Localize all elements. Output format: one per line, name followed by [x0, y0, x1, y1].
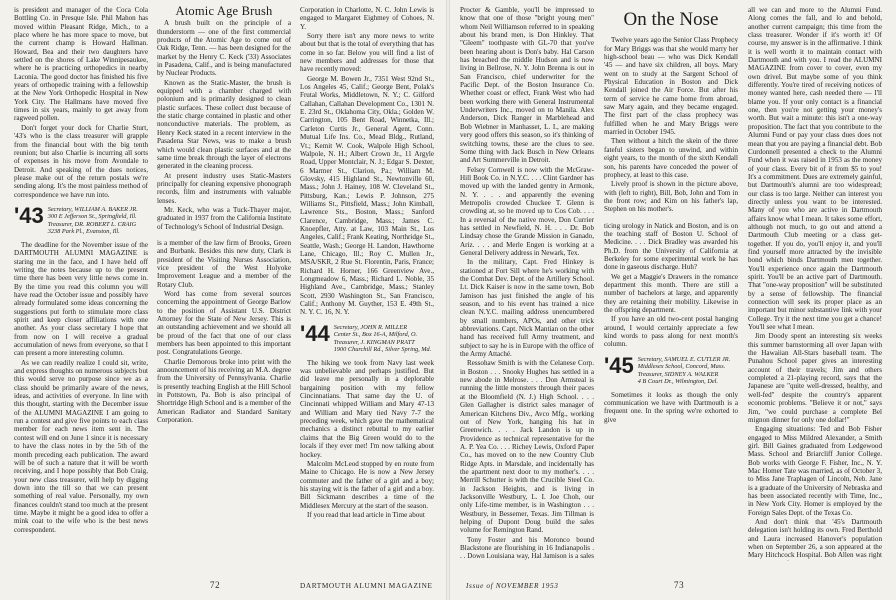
secretary-address: Center St., Box 16-A, Milford, O. [333, 331, 418, 339]
class-number: '45 [604, 352, 634, 378]
paragraph: The hiking we took from Navy last week was unbelievable and perhaps justified. But did leave me personally in a deplorable bargaining position with my fellow Cincinnatians. That same day the U. of Cincinnati whipped William and Mary 47-13 and William and Mary tied Navy 7-7 the preceding week, which gave the mathematical mechanics a distinct rebuttal to my earlier claims that the Big Green would do to the locals if they ever met! I'm now talking about hockey. [300, 358, 434, 459]
paragraph: Charlie Demorous broke into print with the announcement of his receiving an M.A. degree from the University of Pennsylvania. Charlie is presently teaching English at the Hill School in Pottstown, Pa. Bob is also principal of Shortridge High School and is a member of the American Radiator and Standard Sanitary Corporation. [157, 357, 291, 425]
left-column-2 [157, 6, 291, 561]
page-number-left [210, 580, 220, 590]
paragraph: Engaging situations: Ted and Bob Fisher engaged to Miss Mildred Alexander, a Smith girl. Bill Gaines graduated from Ledgewood Mass. School and Briarcliff Junior College. Bob works with George F. Fisher, Inc., N. Y. Mac Homer Tate was married, as of October 3, to Miss Jane Traphagen of Lincoln, Neb. Jane is a graduate of the University of Nebraska and has been associated recently with Time, Inc., in New York City. Homer is employed by the Foreign Sales Dept. of the Texas Co. [748, 425, 882, 517]
right-column-3 [748, 6, 882, 561]
secretary-line: Secretary, WILLIAM A. BAKER JR. [47, 205, 138, 213]
page-number-right [674, 580, 684, 590]
class-header-44 [300, 320, 434, 354]
paragraph: Mr. Keck, who was a Tuck-Thayer major, graduated in 1937 from the California Institute of Technology's School of Industrial Design. [157, 205, 291, 231]
paragraph: Corporation in Charlotte, N. C. John Lewis is engaged to Margaret Eighmey of Cohoes, N. Y. [300, 6, 434, 31]
right-column-1 [460, 6, 594, 561]
paragraph: Ressohaw Smith is with the Celanese Corp. in Boston . . . Snooky Hughes has settled in a new abode in Melrose. . . . Don Armsteal is running the little monsters through their paces at the Bloomfield (N. J.) High School. . . . Glen Gallagher is district sales manager of American Kitchens Div., Avco Mfg., working out of New York, hanging his hat in Greenwich. . . . Jack Landon is up in Providence as technical representative for the A. P. Yea Co. . . . Richey Lewis, Oxford Paper Co., has moved on to the new Country Club Ridge Apts. in Marsdale, and incidentally has the apartment next door to my mother's. . . . Merrill Schutter is with the Crucible Steel Co. in Jackson Heights, and is living in Jacksonville Westbury, L. I. Joe Choh, our only Life-time member, is in Washington . . . Westbury, in Bessemer, Texas. Jim Tillman is helping of Dupont Doug build the sales volume for Remington Rand. [460, 359, 594, 535]
treasurer-address: 3238 Park Pl., Evanston, Ill. [47, 228, 120, 236]
paragraph: Procter & Gamble, you'll be impressed to know that one of those "bright young men" whom Neil Williamson referred to in speaking about his brand men, is Don Hinkley. That "Gleem" toothpaste with GL-70 that you've been hearing about is Don's baby. Hal Carson has breached the middle Hudson and is now living in Bellrose, N. Y. John Brenna is out in San Francisco, chief underwriter for the Pacific Dept. of the Boston Insurance Co. Whether coast or effect, Frank West who had been working there with General Instrumental Underwriters Inc., moved on to Manila. Alex Anderson, Dick Ranger in Marblehead and Bob Wiebner in Manhasset, L. I., are making very good offers this season, so it's thinking of switching towns, these are the clues to see. Some thing with Jack Busch in New Orleans and Art Summerville in Detroit. [460, 6, 594, 165]
paragraph: If you read that lead article in Time about [307, 510, 425, 519]
secretary-line: Secretary, JOHN R. MILLER [333, 323, 408, 331]
paragraph: If you have an old two-cent postal hanging around, I would certainly appreciate a few kind words to pass along for next month's column. [604, 315, 738, 349]
paragraph: Don't forget your dock for Charlie Sturt, '43's who is the class treasurer will grapple from the financial bout with the big tenth reunion; but also Charlie is incurring all sorts of expenses in his move from Avondale to Detroit. And speaking of the dues notices, please make out of the return postals we're sending along. It's the most painless method of correspondence we have run into. [14, 123, 148, 199]
paragraph: The deadline for the November issue of the DARTMOUTH ALUMNI MAGAZINE is staring me in the face, and I have held off writing the notes because up to the present time there has been very little news come in. By the time you read this column you will have read the October issue and possibly have already formulated some ideas concerning the suggestions put forth to stimulate more class spirit and keep closer affiliations with one another. As your class secretary I hope that from now on I will receive a gradual accumulation of news from everyone, so that I can present a more interesting column. [14, 240, 148, 358]
right-page [448, 0, 896, 600]
treasurer-line: Treasurer, J. KINGMAN PRATT [333, 338, 415, 346]
footer-magazine-title: DARTMOUTH ALUMNI MAGAZINE [300, 581, 433, 590]
class-officers [334, 324, 432, 354]
paragraph: all we can and more to the Alumni Fund. Along comes the fall, and lo and behold, another current campaign; this time from the class treasurer. Wonder if it's worth it! Of course, my answer is in the affirmative. I think it is well worth it to maintain contact with Dartmouth and with you. I read the ALUMNI MAGAZINE from cover to cover, even my own drivel. But maybe some of you think differently. You're tired of receiving notices of money wanted here, cash needed there — I'll blame you. If your only contact is a financial one, then you're not getting your money's worth. But wait a minute: this isn't a one-way proposition. The fact that you contribute to the Alumni Fund or pay your class dues does not mean that you are paying a financial debt. Bob Curdonnell presented a check to the Alumni Fund when it was raised in 1953 as the money of your class. Every bit of it from $5 to you! It's a commitment. Dues are extremely gainful, but Dartmouth's alumni are too widespread; our class is too large. Neither can interest you directly unless you want to be interested. Many of you who are active in Dartmouth affairs know what I mean. It takes some effort, although not much, to go out and attend a Dartmouth Club meeting or a class get-together. If you do, you'll enjoy it, and you'll find yourself more attracted by the invisible bond which binds Dartmouth men together. You'll experience once again the Dartmouth spirit. You'll be an active part of Dartmouth. That "one-way proposition" will be substituted by a sense of fellowship. The financial connection will seek its proper place as an important but minor substantive link with your College. Try it the next time you get a chance! You'll see what I mean. [748, 6, 882, 332]
paragraph: In the military, Capt. Fred Hinkey is stationed at Fort Sill where he's working with the Combat Dev. Dept. of the Artillery School. Lt. Dick Kaiser is now in the same town, Bob Jamison has just finished the angle of his season, and to his event has trained a nice clean N.Y.C. mailing address unencumbered by small numbers, APOs, and other trick abbreviations. Capt. Nick Mantian on the other hand has received full Army treatment, and subject to say he is in Europe with the office of the Army Attaché. [460, 258, 594, 359]
right-column-2 [604, 6, 738, 561]
class-officers [638, 356, 731, 386]
left-column-3 [300, 6, 434, 561]
page-number: 72 [210, 580, 221, 590]
secretary-line: Secretary, SAMUEL E. CUTLER JR. [637, 355, 731, 363]
paragraph: Twelve years ago the Senior Class Prophecy for Mary Briggs was that she would marry her high-school beau — who was Dick Kendall '45 — and have six children, all boys. Mary went on to study at the Sargent School of Physical Education in Boston and Dick Kendall joined the Air Force. But after his term of service he came home from abroad, saw Mary again, and they became engaged. The first part of the class prophecy was fulfilled when he and Mary Briggs were married in October 1945. [604, 36, 738, 137]
paragraph: At present industry uses Static-Masters principally for cleaning expensive phonograph records, film and instruments with valuable lenses. [157, 171, 291, 205]
treasurer-address: 1900 Churchill Rd., Silver Spring, Md. [333, 346, 432, 354]
paragraph: Sometimes it looks as though the only communication we have with Dartmouth is a frequent one. In the spring we're exhorted to give [604, 390, 738, 424]
class-header-45 [604, 352, 738, 386]
paragraph: is president and manager of the Coca Cola Bottling Co. in Presque Isle. Phil Mahon has moved within Pleasant Ridge, Mich., to a place where he has more space to move, but the current champ is Howard Hallman. Howard, Bea and their two daughters have settled on the shores of Lake Winnipesaukee, where he is practicing orthopedics in nearby Laconia. The good doctor has finished his five years of orthopedic training with a fellowship at the New York Orthopedic Hospital in New York City. The Hallmans have moved five times in six years, mainly to get away from ragweed pollen. [14, 6, 148, 123]
article-heading: Atomic Age Brush [175, 6, 273, 18]
paragraph: Word has come from several sources concerning the appointment of George Barlow to the position of Assistant U.S. District Attorney for the State of New Jersey. This is an outstanding achievement and we should all be proud of the fact that one of our class members has been appointed to this important post. Congratulations George. [157, 290, 291, 357]
paragraph: Known as the Static-Master, the brush is equipped with a chamber charged with polonium and is primarily designed to clean plastic surfaces. These collect dust because of the static charge contained in plastic and other nonconductive materials. The problem, as Henry Keck stated in a recent interview in the Pasadena Star News, was to make a brush which would clean plastic surfaces and at the same time break through the layer of electrons generated in the cleaning process. [157, 78, 291, 171]
class-number: '43 [14, 202, 44, 228]
paragraph: Tony Foster and his Moronco bound Blackstone are flourishing in 16 Indianapolis . . . Down Louisiana way, Hal Jamison is a sales [460, 535, 594, 561]
paragraph: A brush built on the principle of a thunderstorm — one of the first commercial products of the Atomic Age to come out of Oak Ridge, Tenn. — has been designed for the market by the Henry C. Keck ('33) Associates in Pasadena, Calif., and is being manufactured by Nuclear Products. [157, 19, 291, 78]
secretary-address: Middlesex School, Concord, Mass. [637, 363, 726, 371]
class-officers [48, 206, 138, 236]
left-column-1 [14, 6, 148, 561]
paragraph: is a member of the law firm of Brooks, Green and Burbank. Besides this new duty, Clark is president of the Visiting Nurses Association, vice president of the West Holyoke Improvement League and a member of the Rotary Club. [157, 238, 291, 289]
paragraph: Malcolm McLeod stopped by en route from Maine to Chicago. He is now a New Jersey commuter and the father of a girl and a boy; his staying wit is the father of a girl and a boy. Bill Sickmann describes a time of the Middlesex Mercury at the start of the season. [300, 459, 434, 510]
paragraph: George M. Bowen Jr., 7351 West 92nd St., Los Angeles 45, Calif.; George Bent, Polak's Frutal Works, Middletown, N. Y.; C. Gilford Callahan, Callahan Development Co., 1301 N. E. 23rd St., Oklahoma City, Okla.; Golden W. Carrington, 105 Bent Road, Winnetka, Ill.; Carleton Curtis Jr., General Agent, Conn. Mutual Life Ins. Co., Mead Bldg., Rutland, Vt.; Kemit W. Cook, Walpole High School, Walpole, N. H.; Albert Crown Jr., 11 Argyle Road, Upper Montclair, N. J.; Edgar S. Dexter, 6 Marmer St., Clarion, Pa.; William M. Glovsky, 415 Highland St., Newtonville 60, Mass.; John J. Hainey, 108 W. Cleveland St., Pittsburg, Kan.; Lewis P. Johnson, 275 Williams St., Pittsfield, Mass.; John Kimball, Lawrence Sts., Boston, Mass.; Sanford Clarence, Cambridge, Mass.; James C. Knoepfler, Atty. at Law, 103 Main St., Los Angeles, Calif.; Frank Keating, Northridge St., Seattle, Wash.; George H. Landon, Hawthorne Lane, Chicago, Ill.; Roy C. Mullen Jr., MSA/SKR, 2 Rue St. Florentin, Paris, France; Richard H. Horner, 166 Greenview Ave., Longmeadow 6, Mass.; Richard L. Noble, 35 Highland Ave., Cambridge, Mass.; Stanley Scott, 2930 Washington St., San Francisco, Calif.; Anthony M. Guyther, 153 E. 49th St., N. Y. C. 16, N. Y. [300, 74, 434, 317]
paragraph: Jim Doody spent an interesting six weeks this summer barnstorming all over Japan with the Hawaiian All-Stars baseball team. The Punahou School paper gives an interesting account of their travels; Jim and others completed a 21-playing record, says that the Japanese are "quite well-dressed, healthy, and well-fed" despite the country's apparent economic problems. "Believe it or not," says Jim, "we could purchase a complete Bel mignon dinner for only one dollar!" [748, 332, 882, 424]
class-number: '44 [300, 320, 330, 346]
treasurer-line: Treasurer, DR. ROBERT L. CRAIG [47, 220, 137, 228]
secretary-address: 300 E Jefferson St., Springfield, Ill. [47, 213, 137, 221]
paragraph: We get a Maggie's Drawers in the romance department this month. There are still a number of bachelors at large, and apparently they are retaining their mobility. Likewise in the offspring department. [604, 272, 738, 314]
treasurer-line: Treasurer, SIDNEY A. WALKER [637, 370, 719, 378]
paragraph: And don't think that '45's Dartmouth delegation isn't holding its own. Fred Berthold and Laura increased Hanover's population when on September 26, a son appeared at the Mary Hitchcock Hospital. Bob Allen was right [748, 517, 882, 560]
paragraph: Felsey Cornwell is now with the McGraw-Hill Book Co. in N.Y.C. . . . Clint Gardner has moved up with the landed gentry in Armonk, N. Y. . . . and apparently the evening Metropolis crowded Chuckee T. Glenn is crowding at, so he moved up to Cos Cob. . . . In a reversal of the native move, Don Currier has settled in Newfield, N. H. . . . Dr. Bob Lindsay chose the Grande Mission in Ganado, Ariz. . . . and Merle Engen is working at a General Delivery address in Newark, Tex. [460, 165, 594, 257]
paragraph: Sorry there isn't any more news to write about but that is the total of everything that has come in so far. Below you will find a list of new members and addresses for those that have recently moved: [300, 32, 434, 74]
treasurer-address: 4 B Court Dr., Wilmington, Del. [637, 378, 718, 386]
class-header-43 [14, 202, 148, 236]
paragraph: ticing urology in Natick and Boston, and is on the teaching staff of Boston U. School of Medicine. . . . Dick Bradley was awarded his Ph.D. from the University of California at Berkeley for some experimental work he has done in gaseous discharge. Huh? [604, 221, 738, 272]
paragraph: Then without a hitch the skein of the three fateful sisters began to unwind, and within eight years, to the month of the sixth Kendall son, his parents have conceded the power of prophecy, at least to this case. [604, 137, 738, 179]
footer-issue-date: Issue of NOVEMBER 1953 [466, 581, 559, 590]
article-heading: On the Nose [623, 9, 719, 30]
page-number: 73 [674, 580, 685, 590]
paragraph: Lively proof is shown in the picture above, with (left to right), Bill, Bob, John and Tom in the front row; and Kim on his father's lap, Stephen on his mother's. [604, 180, 738, 214]
paragraph: As we can readily realize I could sit, write, and express thoughts on numerous subjects but this would serve no purpose since we as a class should be primarily aware of the news, ideas, and activities of everyone. In line with this thought, starting with the December issue of the ALUMNI MAGAZINE I am going to run a contest and give five points to each class member for each news item sent in. The contest will end on June 1 since it is necessary to have the class notes in by the 5th of the month preceding each publication. The award will be of such a nature that it will be worth receiving, and I hope possibly that Bob Craig, your new class treasurer, will help by digging down into the till so that we can present something of real value. Personally, my own finances couldn't stand too much at the present time. Maybe it might be a good idea to offer a mink coat to the wife who is the best news correspondent. [14, 358, 148, 534]
